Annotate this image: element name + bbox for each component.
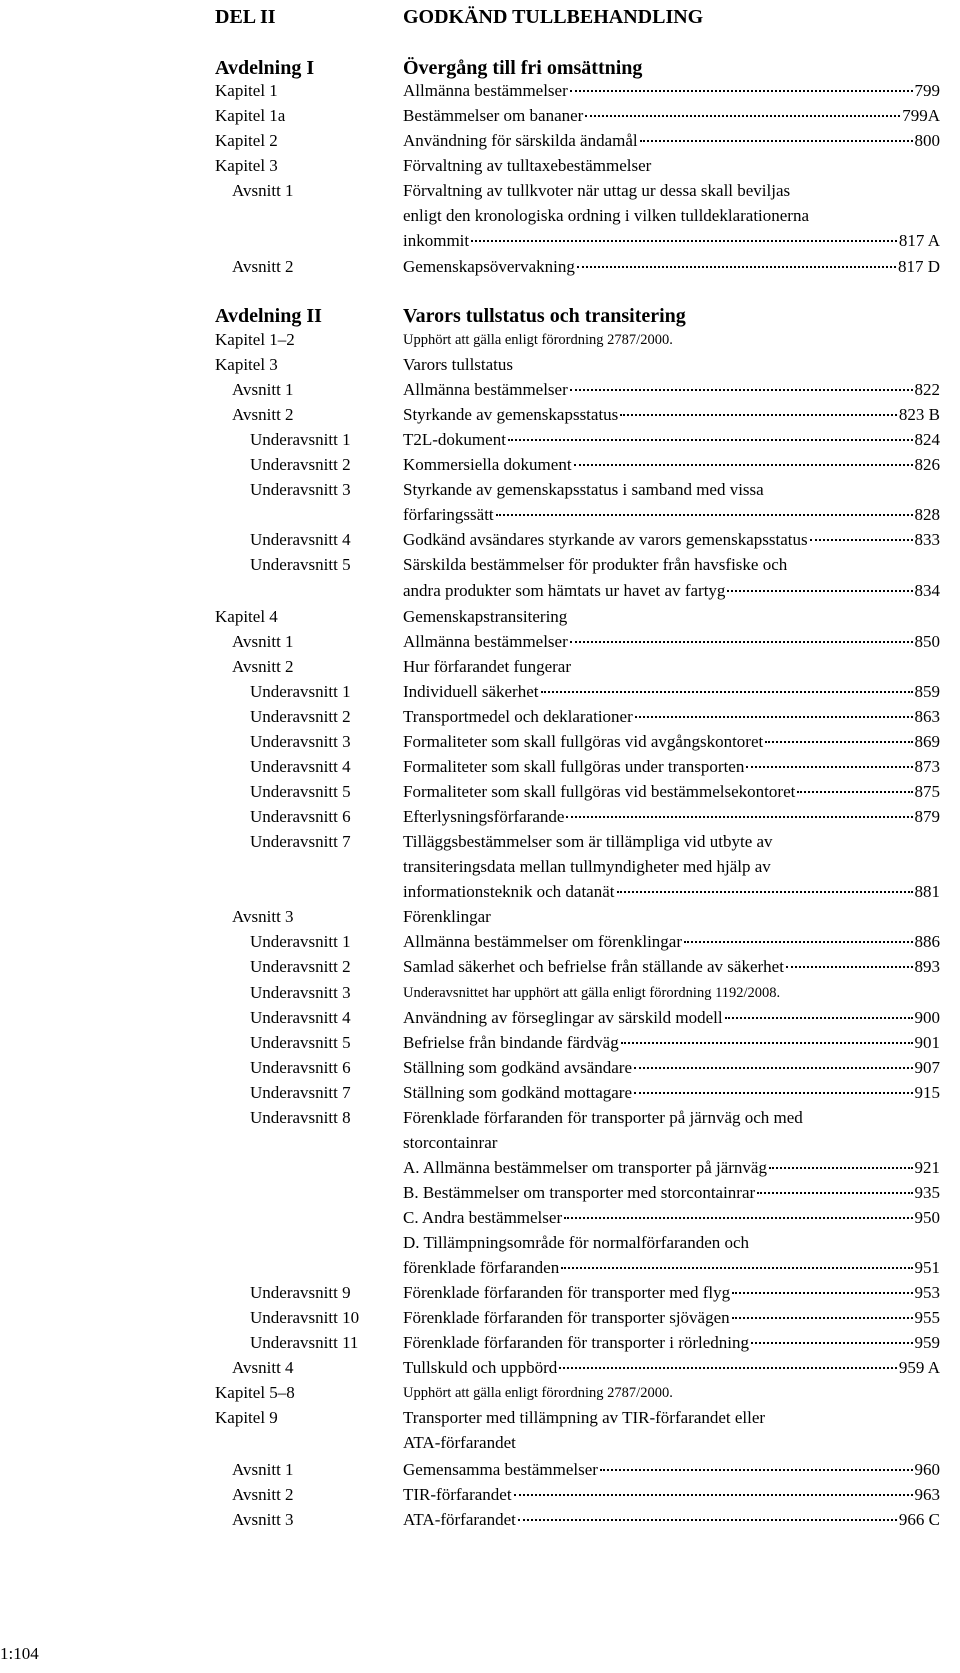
toc-entry-label: Underavsnitt 9 bbox=[250, 1283, 351, 1302]
toc-entry-label: Underavsnitt 3 bbox=[250, 732, 351, 751]
toc-entry-title: Ställning som godkänd mottagare bbox=[403, 1083, 632, 1102]
toc-entry-label: Avsnitt 1 bbox=[232, 1460, 294, 1479]
toc-entry bbox=[0, 804, 960, 830]
toc-entry-title: Gemenskapstransitering bbox=[403, 607, 568, 626]
toc-entry bbox=[0, 1482, 960, 1508]
toc-entry bbox=[0, 1030, 960, 1056]
dot-leader bbox=[541, 691, 913, 693]
toc-entry bbox=[0, 477, 960, 503]
toc-entry bbox=[0, 929, 960, 955]
toc-entry-title: storcontainrar bbox=[403, 1133, 498, 1152]
toc-entry-page: 900 bbox=[914, 1008, 940, 1027]
dot-leader bbox=[518, 1519, 897, 1521]
toc-entry bbox=[0, 128, 960, 154]
toc-entry bbox=[0, 1155, 960, 1181]
toc-entry-title: ATA-förfarandet bbox=[403, 1510, 516, 1529]
page-header bbox=[0, 2, 960, 32]
toc-entry-title: Allmänna bestämmelser bbox=[403, 632, 568, 651]
toc-entry-page: 960 bbox=[914, 1460, 940, 1479]
dot-leader bbox=[574, 464, 913, 466]
dot-leader bbox=[725, 1017, 913, 1019]
dot-leader bbox=[577, 266, 896, 268]
dot-leader bbox=[746, 766, 912, 768]
toc-entry-label: Avsnitt 4 bbox=[232, 1358, 294, 1377]
toc-entry-title: Förenklingar bbox=[403, 907, 491, 926]
toc-entry-label: Underavsnitt 7 bbox=[250, 1083, 351, 1102]
toc-entry-label: Underavsnitt 4 bbox=[250, 757, 351, 776]
toc-entry bbox=[0, 578, 960, 604]
toc-entry bbox=[0, 78, 960, 104]
toc-entry-label: Avsnitt 2 bbox=[232, 657, 294, 676]
toc-entry-title: C. Andra bestämmelser bbox=[403, 1208, 563, 1227]
toc-entry bbox=[0, 1507, 960, 1533]
toc-entry bbox=[0, 1105, 960, 1131]
toc-entry-page: 901 bbox=[914, 1033, 940, 1052]
toc-entry-page: 886 bbox=[914, 932, 940, 951]
dot-leader bbox=[732, 1317, 913, 1319]
dot-leader bbox=[620, 414, 897, 416]
toc-entry-title: Tilläggsbestämmelser som är tillämpliga vid utbyte av bbox=[403, 832, 773, 851]
dot-leader bbox=[585, 115, 900, 117]
toc-entry-title: Tullskuld och uppbörd bbox=[403, 1358, 558, 1377]
toc-entry-label: Underavsnitt 3 bbox=[250, 480, 351, 499]
toc-entry-label: Underavsnitt 10 bbox=[250, 1308, 360, 1327]
toc-entry-title: Styrkande av gemenskapsstatus i samband med vissa bbox=[403, 480, 764, 499]
toc-entry bbox=[0, 153, 960, 179]
toc-entry-label: Avsnitt 2 bbox=[232, 1485, 294, 1504]
dot-leader bbox=[508, 439, 913, 441]
toc-entry bbox=[0, 980, 960, 1006]
toc-entry-label: Avsnitt 3 bbox=[232, 907, 294, 926]
toc-entry-page: 800 bbox=[914, 131, 940, 150]
dot-leader bbox=[810, 539, 913, 541]
dot-leader bbox=[727, 590, 912, 592]
toc-entry-title: Formaliteter som skall fullgöras under transporten bbox=[403, 757, 745, 776]
toc-entry-title: Förenklade förfaranden för transporter med flyg bbox=[403, 1283, 731, 1302]
toc-entry-label: Underavsnitt 1 bbox=[250, 932, 351, 951]
dot-leader bbox=[471, 240, 897, 242]
toc-entry-label: Underavsnitt 1 bbox=[250, 430, 351, 449]
toc-entry bbox=[0, 1205, 960, 1231]
dot-leader bbox=[765, 741, 912, 743]
toc-entry-label: Underavsnitt 7 bbox=[250, 832, 351, 851]
toc-entry bbox=[0, 1230, 960, 1256]
dot-leader bbox=[566, 816, 912, 818]
toc-entry-title: Förenklade förfaranden för transporter i rörledning bbox=[403, 1333, 750, 1352]
toc-entry-title: D. Tillämpningsområde för normalförfaranden och bbox=[403, 1233, 750, 1252]
toc-entry-page: 893 bbox=[914, 957, 940, 976]
toc-entry-title: Användning av förseglingar av särskild modell bbox=[403, 1008, 723, 1027]
toc-entry bbox=[0, 704, 960, 730]
toc-entry-page: 799 bbox=[914, 81, 940, 100]
toc-entry-label: Kapitel 5–8 bbox=[215, 1383, 295, 1402]
toc-entry-page: 907 bbox=[914, 1058, 940, 1077]
toc-entry-label: Underavsnitt 5 bbox=[250, 782, 351, 801]
toc-entry-title: Formaliteter som skall fullgöras vid avgångskontoret bbox=[403, 732, 764, 751]
toc-entry-label: Avsnitt 1 bbox=[232, 181, 294, 200]
toc-entry-label: Kapitel 1a bbox=[215, 106, 286, 125]
toc-entry-title: Transporter med tillämpning av TIR-förfarandet eller bbox=[403, 1408, 766, 1427]
toc-entry-title: Förenklade förfaranden för transporter på järnväg och med bbox=[403, 1108, 803, 1127]
toc-entry-title: T2L-dokument bbox=[403, 430, 506, 449]
toc-entry-title: Förenklade förfaranden för transporter sjövägen bbox=[403, 1308, 730, 1327]
toc-entry bbox=[0, 552, 960, 578]
toc-entry-title: Upphört att gälla enligt förordning 2787/2000. bbox=[403, 1385, 673, 1401]
toc-entry bbox=[0, 1355, 960, 1381]
toc-entry bbox=[0, 1180, 960, 1206]
toc-entry-title: Allmänna bestämmelser om förenklingar bbox=[403, 932, 682, 951]
toc-entry bbox=[0, 829, 960, 855]
toc-entry bbox=[0, 854, 960, 880]
toc-entry bbox=[0, 254, 960, 280]
toc-entry bbox=[0, 377, 960, 403]
toc-entry-title: Kommersiella dokument bbox=[403, 455, 572, 474]
dot-leader bbox=[634, 1067, 913, 1069]
toc-entry-page: 869 bbox=[914, 732, 940, 751]
toc-entry bbox=[0, 1380, 960, 1406]
toc-entry-page: 951 bbox=[914, 1258, 940, 1277]
toc-entry bbox=[0, 1080, 960, 1106]
toc-entry-page: 826 bbox=[914, 455, 940, 474]
toc-entry bbox=[0, 679, 960, 705]
toc-entry-label: Kapitel 2 bbox=[215, 131, 278, 150]
dot-leader bbox=[769, 1167, 913, 1169]
dot-leader bbox=[617, 891, 913, 893]
toc-entry-title: Varors tullstatus och transitering bbox=[403, 305, 686, 327]
toc-entry-label: Kapitel 3 bbox=[215, 156, 278, 175]
toc-entry-title: Befrielse från bindande färdväg bbox=[403, 1033, 619, 1052]
toc-entry bbox=[0, 729, 960, 755]
toc-entry-page: 955 bbox=[914, 1308, 940, 1327]
toc-entry-page: 873 bbox=[914, 757, 940, 776]
toc-entry-title: B. Bestämmelser om transporter med storcontainrar bbox=[403, 1183, 756, 1202]
toc-entry-title: Transportmedel och deklarationer bbox=[403, 707, 633, 726]
dot-leader bbox=[757, 1192, 912, 1194]
toc-entry bbox=[0, 879, 960, 905]
toc-entry-title: förenklade förfaranden bbox=[403, 1258, 560, 1277]
toc-entry-page: 915 bbox=[914, 1083, 940, 1102]
toc-entry-label: Kapitel 3 bbox=[215, 355, 278, 374]
toc-entry bbox=[0, 1005, 960, 1031]
toc-entry-page: 828 bbox=[914, 505, 940, 524]
dot-leader bbox=[561, 1267, 912, 1269]
toc-entry bbox=[0, 604, 960, 630]
toc-entry-title: enligt den kronologiska ordning i vilken tulldeklarationerna bbox=[403, 206, 810, 225]
toc-entry-page: 824 bbox=[914, 430, 940, 449]
page-number: 1:104 bbox=[0, 1644, 39, 1663]
toc-entry bbox=[0, 1430, 960, 1456]
toc-entry-title: TIR-förfarandet bbox=[403, 1485, 512, 1504]
toc-entry-label: Avsnitt 1 bbox=[232, 380, 294, 399]
toc-entry bbox=[0, 754, 960, 780]
toc-entry-page: 799A bbox=[902, 106, 940, 125]
toc-entry bbox=[0, 779, 960, 805]
toc-entry bbox=[0, 954, 960, 980]
toc-entry bbox=[0, 427, 960, 453]
toc-entry-label: Avsnitt 1 bbox=[232, 632, 294, 651]
toc-entry-page: 935 bbox=[914, 1183, 940, 1202]
toc-entry bbox=[0, 103, 960, 129]
toc-entry-title: Styrkande av gemenskapsstatus bbox=[403, 405, 619, 424]
toc-entry-label: Underavsnitt 5 bbox=[250, 1033, 351, 1052]
toc-entry-title: Allmänna bestämmelser bbox=[403, 380, 568, 399]
dot-leader bbox=[570, 641, 913, 643]
toc-entry-title: Ställning som godkänd avsändare bbox=[403, 1058, 632, 1077]
dot-leader bbox=[496, 514, 913, 516]
toc-entry-title: andra produkter som hämtats ur havet av fartyg bbox=[403, 581, 726, 600]
toc-entry bbox=[0, 1130, 960, 1156]
toc-entry-title: Godkänd avsändares styrkande av varors gemenskapsstatus bbox=[403, 530, 808, 549]
toc-entry-page: 959 A bbox=[898, 1358, 940, 1377]
toc-entry-label: Underavsnitt 1 bbox=[250, 682, 351, 701]
dot-leader bbox=[786, 966, 913, 968]
toc-entry-label: Underavsnitt 6 bbox=[250, 807, 351, 826]
toc-entry-page: 879 bbox=[914, 807, 940, 826]
toc-entry-title: inkommit bbox=[403, 231, 470, 250]
toc-entry bbox=[0, 327, 960, 353]
dot-leader bbox=[570, 389, 913, 391]
toc-entry bbox=[0, 1055, 960, 1081]
toc-entry-label: Kapitel 1 bbox=[215, 81, 278, 100]
toc-entry-title: Gemenskapsövervakning bbox=[403, 257, 575, 276]
toc-entry bbox=[0, 1405, 960, 1431]
toc-entry bbox=[0, 352, 960, 378]
toc-entry-title: Särskilda bestämmelser för produkter från havsfiske och bbox=[403, 555, 788, 574]
toc-entry-label: Underavsnitt 2 bbox=[250, 957, 351, 976]
toc-entry bbox=[0, 402, 960, 428]
toc-entry-title: Användning för särskilda ändamål bbox=[403, 131, 638, 150]
dot-leader bbox=[797, 791, 912, 793]
toc-entry-title: förfaringssätt bbox=[403, 505, 494, 524]
toc-entry-label: Kapitel 4 bbox=[215, 607, 278, 626]
toc-entry-page: 850 bbox=[914, 632, 940, 651]
toc-entry-page: 953 bbox=[914, 1283, 940, 1302]
toc-entry bbox=[0, 228, 960, 254]
toc-entry-label: Avsnitt 3 bbox=[232, 1510, 294, 1529]
dot-leader bbox=[570, 90, 913, 92]
toc-entry-label: Underavsnitt 4 bbox=[250, 530, 351, 549]
toc-entry-page: 950 bbox=[914, 1208, 940, 1227]
toc-entry-title: Formaliteter som skall fullgöras vid bestämmelsekontoret bbox=[403, 782, 796, 801]
toc-entry-label: Underavsnitt 8 bbox=[250, 1108, 351, 1127]
toc-entry-page: 966 C bbox=[898, 1510, 940, 1529]
toc-entry-title: Bestämmelser om bananer bbox=[403, 106, 584, 125]
toc-entry-title: ATA-förfarandet bbox=[403, 1433, 516, 1452]
toc-entry-label: Underavsnitt 2 bbox=[250, 707, 351, 726]
toc-entry-page: 921 bbox=[914, 1158, 940, 1177]
toc-entry-title: Förvaltning av tullkvoter när uttag ur dessa skall beviljas bbox=[403, 181, 791, 200]
dot-leader bbox=[751, 1342, 912, 1344]
dot-leader bbox=[564, 1217, 912, 1219]
toc-entry-page: 823 B bbox=[898, 405, 940, 424]
toc-entry-page: 817 D bbox=[897, 257, 940, 276]
toc-entry bbox=[0, 1305, 960, 1331]
toc-entry-title: Individuell säkerhet bbox=[403, 682, 539, 701]
toc-entry-page: 859 bbox=[914, 682, 940, 701]
toc-entry-title: Övergång till fri omsättning bbox=[403, 57, 643, 79]
toc-entry bbox=[0, 654, 960, 680]
toc-entry bbox=[0, 1330, 960, 1356]
toc-entry-title: Hur förfarandet fungerar bbox=[403, 657, 572, 676]
toc-entry-label: Avdelning I bbox=[215, 57, 315, 79]
toc-entry-page: 963 bbox=[914, 1485, 940, 1504]
part-title: GODKÄND TULLBEHANDLING bbox=[403, 6, 704, 28]
toc-entry-page: 822 bbox=[914, 380, 940, 399]
dot-leader bbox=[514, 1494, 913, 1496]
toc-entry bbox=[0, 1255, 960, 1281]
toc-entry bbox=[0, 1280, 960, 1306]
dot-leader bbox=[559, 1367, 897, 1369]
toc-entry-page: 875 bbox=[914, 782, 940, 801]
toc-entry-label: Avsnitt 2 bbox=[232, 257, 294, 276]
dot-leader bbox=[600, 1469, 913, 1471]
toc-entry bbox=[0, 178, 960, 204]
toc-entry-title: Samlad säkerhet och befrielse från ställande av säkerhet bbox=[403, 957, 784, 976]
toc-entry-title: A. Allmänna bestämmelser om transporter på järnväg bbox=[403, 1158, 767, 1177]
toc-entry-title: Upphört att gälla enligt förordning 2787/2000. bbox=[403, 332, 673, 348]
toc-entry-title: Förvaltning av tulltaxebestämmelser bbox=[403, 156, 652, 175]
toc-entry-label: Avdelning II bbox=[215, 305, 322, 327]
dot-leader bbox=[684, 941, 913, 943]
toc-entry-page: 817 A bbox=[898, 231, 940, 250]
toc-entry-page: 863 bbox=[914, 707, 940, 726]
dot-leader bbox=[634, 1092, 913, 1094]
dot-leader bbox=[635, 716, 913, 718]
dot-leader bbox=[640, 140, 913, 142]
toc-entry bbox=[0, 527, 960, 553]
toc-entry-title: Gemensamma bestämmelser bbox=[403, 1460, 598, 1479]
toc-entry-label: Kapitel 1–2 bbox=[215, 330, 295, 349]
toc-entry-label: Underavsnitt 2 bbox=[250, 455, 351, 474]
toc-entry-title: transiteringsdata mellan tullmyndigheter med hjälp av bbox=[403, 857, 771, 876]
toc-entry bbox=[0, 502, 960, 528]
toc-entry-label: Avsnitt 2 bbox=[232, 405, 294, 424]
toc-entry bbox=[0, 452, 960, 478]
dot-leader bbox=[621, 1042, 913, 1044]
toc-entry bbox=[0, 203, 960, 229]
part-label: DEL II bbox=[215, 6, 276, 28]
toc-entry-label: Kapitel 9 bbox=[215, 1408, 278, 1427]
toc-entry-label: Underavsnitt 11 bbox=[250, 1333, 359, 1352]
dot-leader bbox=[732, 1292, 912, 1294]
toc-entry-title: Varors tullstatus bbox=[403, 355, 514, 374]
toc-entry-title: Underavsnittet har upphört att gälla enligt förordning 1192/2008. bbox=[403, 985, 781, 1001]
toc-entry-label: Underavsnitt 4 bbox=[250, 1008, 351, 1027]
toc-entry-title: Efterlysningsförfarande bbox=[403, 807, 565, 826]
toc-entry-label: Underavsnitt 6 bbox=[250, 1058, 351, 1077]
toc-entry-title: informationsteknik och datanät bbox=[403, 882, 615, 901]
toc-entry-page: 833 bbox=[914, 530, 940, 549]
toc-entry-page: 881 bbox=[914, 882, 940, 901]
toc-entry-page: 834 bbox=[914, 581, 940, 600]
toc-entry bbox=[0, 1457, 960, 1483]
toc-entry-title: Allmänna bestämmelser bbox=[403, 81, 568, 100]
toc-entry-label: Underavsnitt 5 bbox=[250, 555, 351, 574]
toc-entry bbox=[0, 629, 960, 655]
toc-entry bbox=[0, 904, 960, 930]
toc-entry-page: 959 bbox=[914, 1333, 940, 1352]
toc-entry-label: Underavsnitt 3 bbox=[250, 983, 351, 1002]
